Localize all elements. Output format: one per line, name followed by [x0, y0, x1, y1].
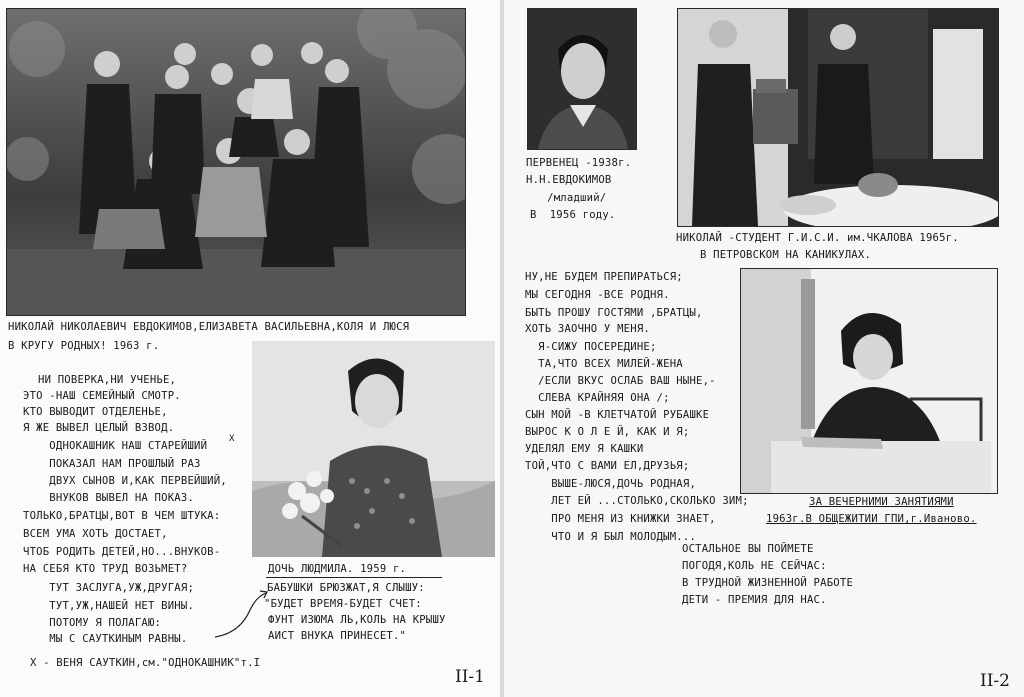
family-photo-caption-line1: НИКОЛАЙ НИКОЛАЕВИЧ ЕВДОКИМОВ,ЕЛИЗАВЕТА ВАСИЛЬЕВНА,КОЛЯ И ЛЮСЯ [8, 321, 410, 333]
grandma-line-2: "БУДЕТ ВРЕМЯ-БУДЕТ СЧЕТ: [264, 598, 422, 610]
portrait-caption-line-1: ПЕРВЕНЕЦ -1938г. [526, 157, 632, 169]
daughter-illustration [252, 341, 495, 557]
footnote-marker: Х [229, 434, 235, 444]
closing-line-2: ПОГОДЯ,КОЛЬ НЕ СЕЙЧАС: [682, 560, 827, 572]
poem-left-line-13: ТУТ ЗАСЛУГА,УЖ,ДРУГАЯ; [23, 582, 195, 594]
portrait-caption-line-2: Н.Н.ЕВДОКИМОВ [526, 174, 612, 186]
student-photo [677, 8, 999, 227]
poem-right-line-2: МЫ СЕГОДНЯ -ВСЕ РОДНЯ. [525, 289, 670, 301]
student-illustration [678, 9, 998, 226]
student-caption-line1: НИКОЛАЙ -СТУДЕНТ Г.И.С.И. им.ЧКАЛОВА 1965г. [676, 232, 959, 244]
evening-study-illustration [741, 269, 997, 493]
poem-right-line-1: НУ,НЕ БУДЕМ ПРЕПИРАТЬСЯ; [525, 271, 683, 283]
poem-right-line-3: БЫТЬ ПРОШУ ГОСТЯМИ ,БРАТЦЫ, [525, 307, 703, 319]
poem-left-line-14: ТУТ,УЖ,НАШЕЙ НЕТ ВИНЫ. [23, 600, 195, 612]
student-caption-line2: В ПЕТРОВСКОМ НА КАНИКУЛАХ. [700, 249, 872, 261]
poem-left-line-16: МЫ С САУТКИНЫМ РАВНЫ. [23, 633, 188, 645]
grandma-line-4: АИСТ ВНУКА ПРИНЕСЕТ." [268, 630, 407, 642]
evening-caption-line1: ЗА ВЕЧЕРНИМИ ЗАНЯТИЯМИ [809, 496, 954, 508]
poem-left-line-15: ПОТОМУ Я ПОЛАГАЮ: [23, 617, 162, 629]
poem-left-line-4: Я ЖЕ ВЫВЕЛ ЦЕЛЫЙ ВЗВОД. [23, 422, 175, 434]
grandma-line-1: БАБУШКИ БРЮЗЖАТ,Я СЛЫШУ: [267, 582, 425, 594]
page-number-left: II-1 [455, 667, 485, 687]
poem-left-line-11: ЧТОБ РОДИТЬ ДЕТЕЙ,НО...ВНУКОВ- [23, 546, 221, 558]
poem-right-line-15: ПРО МЕНЯ ИЗ КНИЖКИ ЗНАЕТ, [525, 513, 716, 525]
poem-right-line-4: ХОТЬ ЗАОЧНО У МЕНЯ. [525, 323, 650, 335]
grandma-line-3: ФУНТ ИЗЮМА ЛЬ,КОЛЬ НА КРЫШУ [268, 614, 446, 626]
portrait-caption-line-4: В 1956 году. [530, 209, 616, 221]
evening-caption-line2: 1963г.В ОБЩЕЖИТИИ ГПИ,г.Иваново. [766, 513, 977, 525]
family-group-illustration [7, 9, 465, 315]
poem-left-line-7: ДВУХ СЫНОВ И,КАК ПЕРВЕЙШИЙ, [23, 475, 227, 487]
family-group-photo [6, 8, 466, 316]
poem-right-line-12: ТОЙ,ЧТО С ВАМИ ЕЛ,ДРУЗЬЯ; [525, 460, 690, 472]
poem-left-line-1: НИ ПОВЕРКА,НИ УЧЕНЬЕ, [38, 374, 177, 386]
closing-line-4: ДЕТИ - ПРЕМИЯ ДЛЯ НАС. [682, 594, 827, 606]
closing-line-3: В ТРУДНОЙ ЖИЗНЕННОЙ РАБОТЕ [682, 577, 854, 589]
poem-right-line-16: ЧТО И Я БЫЛ МОЛОДЫМ... [525, 531, 697, 543]
portrait-caption-line-3: /младший/ [534, 192, 607, 204]
poem-right-line-8: СЛЕВА КРАЙНЯЯ ОНА /; [525, 392, 670, 404]
poem-left-line-6: ПОКАЗАЛ НАМ ПРОШЛЫЙ РАЗ [23, 458, 201, 470]
daughter-caption-rule [266, 577, 442, 578]
poem-right-line-11: УДЕЛЯЛ ЕМУ Я КАШКИ [525, 443, 644, 455]
poem-right-line-13: ВЫШЕ-ЛЮСЯ,ДОЧЬ РОДНАЯ, [525, 478, 697, 490]
daughter-photo [252, 341, 495, 557]
left-page [0, 0, 500, 697]
closing-line-1: ОСТАЛЬНОЕ ВЫ ПОЙМЕТЕ [682, 543, 814, 555]
poem-left-line-3: КТО ВЫВОДИТ ОТДЕЛЕНЬЕ, [23, 406, 168, 418]
poem-left-line-2: ЭТО -НАШ СЕМЕЙНЫЙ СМОТР. [23, 390, 181, 402]
poem-left-line-9: ТОЛЬКО,БРАТЦЫ,ВОТ В ЧЕМ ШТУКА: [23, 510, 221, 522]
family-photo-caption-line2: В КРУГУ РОДНЫХ! 1963 г. [8, 340, 160, 352]
connector-arrow [210, 585, 270, 645]
poem-left-line-5: ОДНОКАШНИК НАШ СТАРЕЙШИЙ [23, 440, 208, 452]
poem-right-line-7: /ЕСЛИ ВКУС ОСЛАБ ВАШ НЫНЕ,- [525, 375, 716, 387]
daughter-caption: ДОЧЬ ЛЮДМИЛА. 1959 г. [268, 563, 407, 575]
poem-right-line-10: ВЫРОС К О Л Е Й, КАК И Я; [525, 426, 690, 438]
poem-right-line-5: Я-СИЖУ ПОСЕРЕДИНЕ; [525, 341, 657, 353]
poem-right-line-6: ТА,ЧТО ВСЕХ МИЛЕЙ-ЖЕНА [525, 358, 683, 370]
poem-right-line-14: ЛЕТ ЕЙ ...СТОЛЬКО,СКОЛЬКО ЗИМ; [525, 495, 749, 507]
poem-right-line-9: СЫН МОЙ -В КЛЕТЧАТОЙ РУБАШКЕ [525, 409, 710, 421]
firstborn-portrait-photo [527, 8, 637, 150]
poem-left-line-8: ВНУКОВ ВЫВЕЛ НА ПОКАЗ. [23, 492, 195, 504]
poem-left-line-10: ВСЕМ УМА ХОТЬ ДОСТАЕТ, [23, 528, 168, 540]
page-number-right: II-2 [980, 671, 1010, 691]
right-page [504, 0, 1024, 697]
poem-left-line-12: НА СЕБЯ КТО ТРУД ВОЗЬМЕТ? [23, 563, 188, 575]
footnote: Х - ВЕНЯ САУТКИН,см."ОДНОКАШНИК"т.I [30, 657, 261, 669]
portrait-illustration [528, 9, 636, 149]
evening-study-photo [740, 268, 998, 494]
